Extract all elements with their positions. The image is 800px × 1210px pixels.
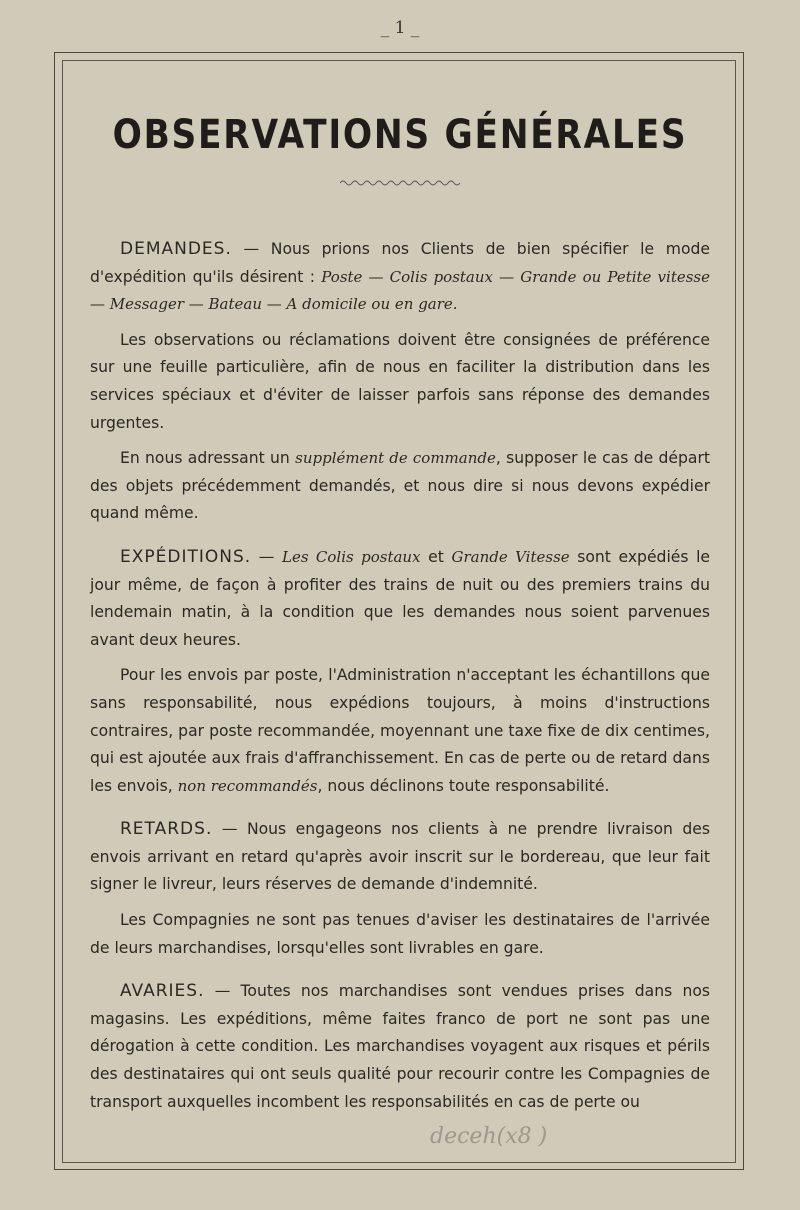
expeditions-p2-text-b: , nous déclinons toute responsabilité.	[317, 776, 610, 795]
page-number: _ 1 _	[380, 18, 420, 38]
demandes-paragraph-3	[90, 445, 710, 528]
shipping-modes: Poste — Colis postaux — Grande ou Petite vitesse — Messager — Bateau — A domicile ou en gare.	[90, 267, 711, 314]
retards-paragraph-2: Les Compagnies ne sont pas tenues d'aviser les destinataires de l'arrivée de leurs marchandises, lorsqu'elles sont livrables en gare.	[90, 911, 710, 957]
section-heading-demandes: DEMANDES.	[120, 239, 232, 259]
expeditions-paragraph-1	[90, 544, 710, 654]
demandes-p3-text-a: En nous adressant un	[120, 449, 296, 468]
expeditions-paragraph-2	[90, 662, 710, 800]
expeditions-dash: —	[251, 547, 282, 566]
expeditions-and: et	[420, 547, 452, 566]
demandes-paragraph-2: Les observations ou réclamations doivent être consignées de préférence sur une feuille particulière, afin de nous en faciliter la distribution dans les services spéciaux et d'éviter de laisser parfois sans réponse des demandes urgentes.	[90, 330, 710, 432]
section-heading-retards: RETARDS.	[120, 819, 213, 840]
grande-vitesse-term: Grande Vitesse	[451, 547, 570, 566]
page-title: OBSERVATIONS GÉNÉRALES	[112, 112, 688, 158]
retards-text: — Nous engageons nos clients à ne prendre livraison des envois arrivant en retard qu'après avoir inscrit sur le bordereau, que leur fait signer le livreur, leurs réserves de demande d'indemnité.	[90, 820, 710, 894]
demandes-text: — Nous prions nos Clients de bien spécifier le mode d'expédition qu'ils désirent :	[90, 240, 710, 286]
section-heading-avaries: AVARIES.	[120, 981, 205, 1002]
demandes-p3-text-b: , supposer le cas de départ des objets précédemment demandés, et nous dire si nous devons expédier quand même.	[90, 449, 710, 523]
handwritten-annotation: deceh(x8 )	[430, 1124, 548, 1149]
expeditions-p2-text-a: Pour les envois par poste, l'Administration n'acceptant les échantillons que sans responsabilité, nous expédions toujours, à moins d'instructions contraires, par poste recommandée, moyennant une taxe fixe de dix centimes, qui est ajoutée aux frais d'affranchissement. En cas de perte ou de retard dans les envois,	[90, 666, 710, 795]
avaries-text: — Toutes nos marchandises sont vendues prises dans nos magasins. Les expéditions, même faites franco de port ne sont pas une dérogation à cette condition. Les marchandises voyagent aux risques et périls des destinataires qui ont seuls qualité pour recourir contre les Compagnies de transport auxquelles incombent les responsabilités en cas de perte ou	[90, 982, 710, 1111]
section-heading-expeditions: EXPÉDITIONS.	[120, 546, 252, 567]
supplement-term: supplément de commande	[295, 449, 496, 468]
avaries-paragraph-1	[90, 978, 710, 1116]
wavy-divider-ornament	[340, 178, 462, 188]
non-recommandes-term: non recommandés	[177, 776, 318, 795]
demandes-paragraph-1	[90, 236, 710, 319]
expeditions-text: sont expédiés le jour même, de façon à profiter des trains de nuit ou des premiers trains du lendemain matin, à la condition que les demandes nous soient parvenues avant deux heures.	[90, 547, 711, 649]
retards-paragraph-1	[90, 816, 710, 899]
document-body	[90, 236, 710, 1116]
colis-postaux-term: Les Colis postaux	[281, 547, 421, 566]
